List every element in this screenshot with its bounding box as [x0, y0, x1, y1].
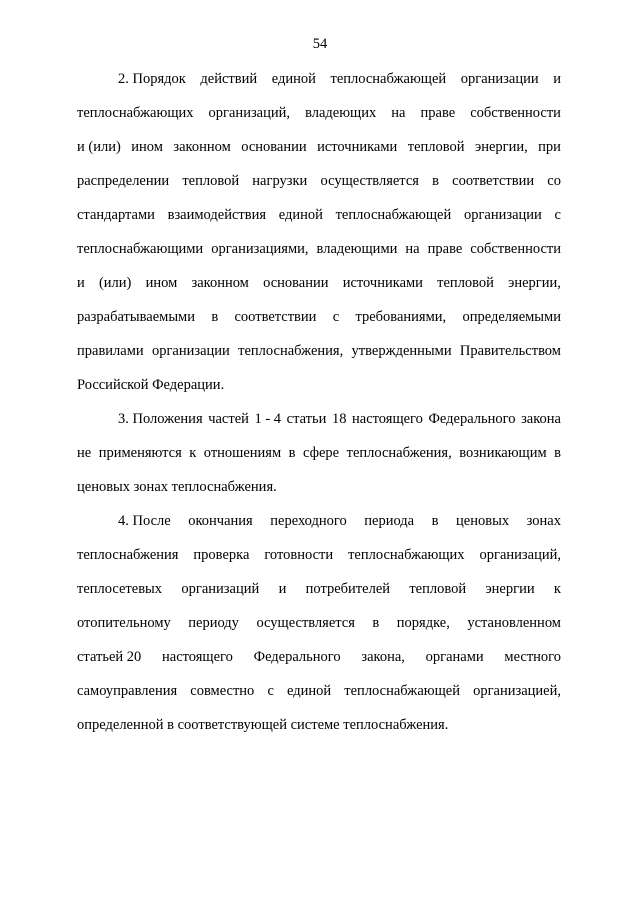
word: и (или) — [77, 139, 121, 155]
word: организации — [463, 207, 542, 223]
text-line — [77, 300, 561, 334]
word: осуществляется — [320, 173, 419, 189]
word: тепловой — [182, 173, 240, 189]
word: применяются — [98, 445, 182, 461]
word: периоду — [188, 615, 239, 631]
word: со — [547, 173, 561, 189]
text-line — [77, 674, 561, 708]
word: праве — [427, 241, 463, 257]
word: теплоснабжающей — [335, 207, 452, 223]
word: сфере — [302, 445, 340, 461]
word: тепловой — [437, 275, 494, 291]
word: единой — [287, 683, 332, 699]
text-line — [77, 266, 561, 300]
word: периода — [364, 513, 415, 529]
word: статьи — [286, 411, 327, 427]
word: теплосетевых — [77, 581, 163, 597]
word: настоящего — [162, 649, 233, 665]
word: основании — [263, 275, 329, 291]
word: проверка — [193, 547, 250, 563]
word: ином — [131, 139, 163, 155]
word: с — [554, 207, 561, 223]
page-number: 54 — [312, 36, 328, 52]
word: теплоснабжения — [77, 547, 179, 563]
word: теплоснабжающей — [330, 71, 447, 87]
word: тепловой — [409, 581, 467, 597]
word: Правительством — [459, 343, 561, 359]
word: настоящего — [352, 411, 423, 427]
word: в — [432, 173, 439, 189]
word: совместно — [190, 683, 255, 699]
text-line — [77, 130, 561, 164]
word: 3. Положения — [118, 411, 203, 427]
word: возникающим — [459, 445, 547, 461]
paragraph — [77, 402, 561, 504]
word: потребителей — [305, 581, 391, 597]
word: готовности — [264, 547, 334, 563]
word: 1 - 4 — [254, 411, 282, 427]
word: разрабатываемыми — [77, 309, 195, 325]
word: ином — [145, 275, 178, 291]
word: закона — [521, 411, 561, 427]
word: теплоснабжения, — [346, 445, 452, 461]
word: владеющими — [316, 241, 398, 257]
word: требованиями, — [355, 309, 447, 325]
text-line — [77, 436, 561, 470]
word: тепловой — [407, 139, 465, 155]
text-line — [77, 62, 561, 96]
word: в — [211, 309, 219, 325]
word: основании — [241, 139, 307, 155]
word: Федерального — [428, 411, 516, 427]
word: закона, — [361, 649, 405, 665]
word: источниками — [317, 139, 398, 155]
word: не — [77, 445, 92, 461]
text-line — [77, 402, 561, 436]
word: на — [405, 241, 420, 257]
paragraph — [77, 504, 561, 742]
word: теплоснабжающей — [344, 683, 460, 699]
word: энергии, — [474, 139, 528, 155]
word: законном — [173, 139, 231, 155]
word: самоуправления — [77, 683, 178, 699]
word: собственности — [470, 105, 561, 121]
word: 18 — [331, 411, 347, 427]
word: действий — [200, 71, 258, 87]
word: организаций, — [479, 547, 561, 563]
word: взаимодействия — [167, 207, 267, 223]
text-line — [77, 198, 561, 232]
word: собственности — [470, 241, 561, 257]
text-line — [77, 334, 561, 368]
word: 2. Порядок — [118, 71, 186, 87]
word: нагрузки — [252, 173, 308, 189]
word: соответствии — [234, 309, 317, 325]
text-line — [77, 232, 561, 266]
word: организации — [460, 71, 539, 87]
word: с — [332, 309, 340, 325]
word: в — [372, 615, 380, 631]
word: законном — [191, 275, 249, 291]
word: теплоснабжающих — [77, 105, 194, 121]
word: и — [77, 275, 85, 291]
text-line — [77, 538, 561, 572]
word: в — [288, 445, 296, 461]
word: теплоснабжения, — [238, 343, 344, 359]
word: на — [391, 105, 406, 121]
word: окончания — [188, 513, 253, 529]
word: организациями, — [211, 241, 309, 257]
text-line — [77, 96, 561, 130]
word: в — [431, 513, 439, 529]
word: единой — [278, 207, 323, 223]
word: определяемыми — [462, 309, 561, 325]
word: при — [538, 139, 561, 155]
text-line — [77, 572, 561, 606]
text-line — [77, 640, 561, 674]
word: соответствии — [452, 173, 535, 189]
word: энергии — [485, 581, 535, 597]
text-line — [77, 606, 561, 640]
word: и — [278, 581, 287, 597]
word: местного — [504, 649, 561, 665]
word: с — [267, 683, 274, 699]
word: Федерального — [253, 649, 341, 665]
word: праве — [420, 105, 456, 121]
word: переходного — [270, 513, 347, 529]
word: единой — [271, 71, 316, 87]
word: организаций — [181, 581, 260, 597]
word: установленном — [467, 615, 561, 631]
word: (или) — [98, 275, 132, 291]
word: теплоснабжающими — [77, 241, 204, 257]
word: частей — [208, 411, 249, 427]
word: энергии, — [508, 275, 561, 291]
paragraph — [77, 62, 561, 402]
word: теплоснабжающих — [348, 547, 465, 563]
word: органами — [425, 649, 484, 665]
word: и — [553, 71, 561, 87]
word: ценовых — [456, 513, 510, 529]
text-line-last: ценовых зонах теплоснабжения. — [77, 479, 277, 495]
text-line — [77, 504, 561, 538]
text-line-last: определенной в соответствующей системе теплоснабжения. — [77, 717, 449, 733]
word: отопительному — [77, 615, 171, 631]
document-body — [77, 62, 561, 742]
word: источниками — [342, 275, 423, 291]
word: организации — [151, 343, 230, 359]
word: владеющих — [305, 105, 377, 121]
word: к — [553, 581, 561, 597]
word: стандартами — [77, 207, 155, 223]
word: порядке, — [396, 615, 450, 631]
word: статьей 20 — [77, 649, 142, 665]
word: зонах — [526, 513, 561, 529]
word: организацией, — [473, 683, 561, 699]
word: осуществляется — [256, 615, 355, 631]
word: организаций, — [208, 105, 291, 121]
word: отношениям — [203, 445, 282, 461]
word: правилами — [77, 343, 144, 359]
word: в — [554, 445, 561, 461]
word: распределении — [77, 173, 170, 189]
text-line — [77, 164, 561, 198]
word: к — [189, 445, 197, 461]
text-line-last: Российской Федерации. — [77, 377, 225, 393]
word: 4. После — [118, 513, 171, 529]
word: утвержденными — [351, 343, 452, 359]
